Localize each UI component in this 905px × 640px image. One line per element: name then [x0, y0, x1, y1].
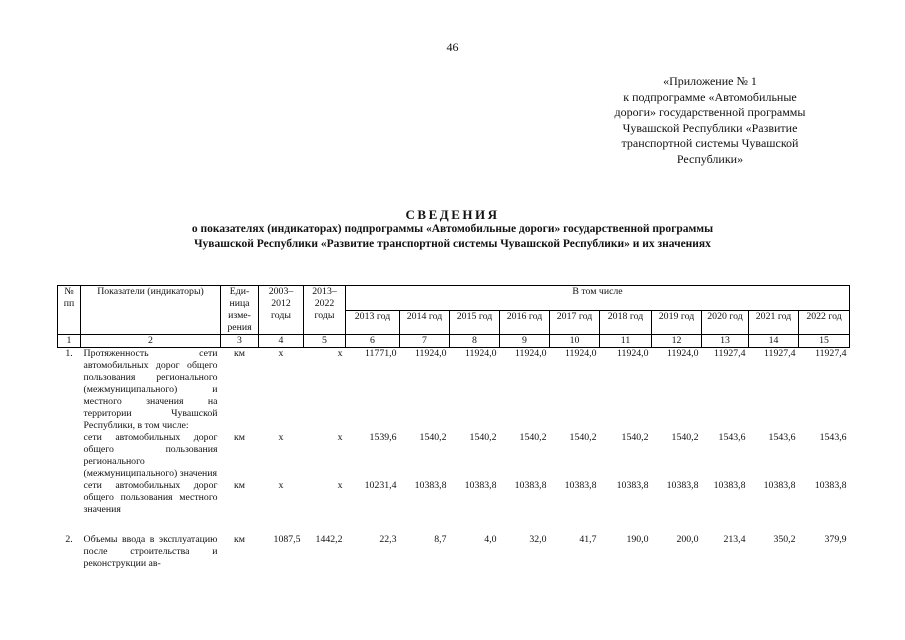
row-number: 1.: [65, 348, 73, 359]
document-subtitle-line2: Чувашской Республики «Развитие транспортной системы Чувашской Республики» и их значениях: [194, 238, 711, 250]
appendix-line: Чувашской Республики «Развитие: [622, 120, 798, 135]
header-year: 2016 год: [500, 310, 550, 335]
appendix-line: дороги» государственной программы: [614, 105, 806, 119]
value-cell: 8,7: [434, 534, 447, 545]
table-row: [58, 432, 850, 480]
column-number: 2: [81, 335, 221, 348]
value-cell: 1543,6: [819, 432, 847, 443]
header-year: 2015 год: [450, 310, 500, 335]
value-cell: 11924,0: [465, 348, 497, 359]
column-number: 9: [500, 335, 550, 348]
value-cell: 10383,8: [616, 480, 649, 491]
spacer-cell: [58, 516, 850, 534]
header-num: № пп: [58, 286, 81, 335]
unit-cell: км: [234, 534, 245, 545]
value-cell: 11924,0: [415, 348, 447, 359]
indicator-name: сети автомобильных дорог общего пользования регионального (межмуниципального) значения: [83, 432, 218, 479]
value-cell: 4,0: [484, 534, 497, 545]
document-title: СВЕДЕНИЯ: [405, 207, 500, 222]
value-cell: 10383,8: [713, 480, 746, 491]
value-cell: 1540,2: [569, 432, 597, 443]
value-cell: 11927,4: [815, 348, 847, 359]
document-subtitle-line1: о показателях (индикаторах) подпрограммы «Автомобильные дороги» государственной программы: [191, 223, 714, 235]
column-number: 10: [550, 335, 600, 348]
table-row: [58, 348, 850, 433]
appendix-line: транспортной системы Чувашской: [621, 136, 799, 150]
value-cell: 10383,8: [564, 480, 597, 491]
value-cell: 41,7: [579, 534, 597, 545]
value-cell: 1540,2: [519, 432, 547, 443]
period-2013-2022-cell: х: [337, 480, 343, 491]
value-cell: 379,9: [824, 534, 847, 545]
period-2003-2012-cell: х: [278, 480, 284, 491]
value-cell: 10383,8: [514, 480, 547, 491]
column-number: 4: [259, 335, 304, 348]
unit-cell: км: [234, 432, 245, 443]
value-cell: 22,3: [379, 534, 397, 545]
column-number: 11: [600, 335, 652, 348]
column-number: 3: [221, 335, 259, 348]
table-row: [58, 534, 850, 570]
value-cell: 1543,6: [768, 432, 796, 443]
column-number: 13: [702, 335, 749, 348]
column-number: 7: [400, 335, 450, 348]
header-unit: Еди-ница изме-рения: [221, 286, 259, 335]
row-number: [58, 480, 81, 516]
column-number: 8: [450, 335, 500, 348]
value-cell: 200,0: [676, 534, 699, 545]
value-cell: 1540,2: [671, 432, 699, 443]
column-number: 5: [304, 335, 346, 348]
period-2013-2022-cell: х: [337, 348, 343, 359]
unit-cell: км: [234, 348, 245, 359]
value-cell: 10383,8: [666, 480, 699, 491]
value-cell: 11924,0: [565, 348, 597, 359]
row-number: 2.: [65, 534, 73, 545]
value-cell: 1539,6: [369, 432, 397, 443]
spacer-row: [58, 516, 850, 534]
appendix-line: к подпрограмме «Автомобильные: [623, 89, 797, 104]
header-year: 2022 год: [799, 310, 850, 335]
value-cell: 11924,0: [515, 348, 547, 359]
column-number: 14: [749, 335, 799, 348]
indicator-name: Протяженность сети автомобильных дорог общего пользования регионального (межмуниципального) и местного значения на территории Чувашской Республики, в том числе:: [83, 348, 218, 431]
appendix-line: «Приложение № 1: [663, 74, 757, 88]
period-2013-2022-cell: 1442,2: [315, 534, 343, 545]
page-number: 46: [446, 40, 459, 54]
value-cell: 10231,4: [364, 480, 397, 491]
row-number: [58, 432, 81, 480]
appendix-line: Республики»: [676, 151, 744, 166]
column-number: 6: [346, 335, 400, 348]
value-cell: 10383,8: [763, 480, 796, 491]
value-cell: 11927,4: [764, 348, 796, 359]
period-2013-2022-cell: х: [337, 432, 343, 443]
value-cell: 10383,8: [814, 480, 847, 491]
period-2003-2012-cell: 1087,5: [273, 534, 301, 545]
value-cell: 32,0: [529, 534, 547, 545]
value-cell: 350,2: [773, 534, 796, 545]
header-year: 2014 год: [400, 310, 450, 335]
appendix-note: [595, 74, 825, 167]
indicator-name: Объемы ввода в эксплуатацию после строительства и реконструкции ав-: [83, 534, 218, 569]
period-2003-2012-cell: х: [278, 348, 284, 359]
value-cell: 1540,2: [419, 432, 447, 443]
table-row: [58, 480, 850, 516]
header-year: 2013 год: [346, 310, 400, 335]
value-cell: 190,0: [626, 534, 649, 545]
column-number: 1: [58, 335, 81, 348]
value-cell: 1540,2: [621, 432, 649, 443]
header-year: 2021 год: [749, 310, 799, 335]
value-cell: 1543,6: [718, 432, 746, 443]
value-cell: 11924,0: [667, 348, 699, 359]
value-cell: 1540,2: [469, 432, 497, 443]
header-year: 2018 год: [600, 310, 652, 335]
unit-cell: км: [234, 480, 245, 491]
period-2003-2012-cell: х: [278, 432, 284, 443]
header-indicator: Показатели (индикаторы): [81, 286, 221, 335]
header-period-2003-2012: 2003–2012 годы: [259, 286, 304, 335]
indicator-name: сети автомобильных дорог общего пользования местного значения: [83, 480, 218, 515]
document-heading: [0, 207, 905, 252]
value-cell: 11924,0: [617, 348, 649, 359]
value-cell: 11771,0: [365, 348, 397, 359]
header-year: 2019 год: [652, 310, 702, 335]
header-year: 2020 год: [702, 310, 749, 335]
value-cell: 10383,8: [414, 480, 447, 491]
header-period-2013-2022: 2013–2022 годы: [304, 286, 346, 335]
value-cell: 213,4: [723, 534, 746, 545]
indicators-table: [57, 285, 850, 570]
value-cell: 11927,4: [714, 348, 746, 359]
value-cell: 10383,8: [464, 480, 497, 491]
header-group: В том числе: [346, 286, 850, 311]
header-year: 2017 год: [550, 310, 600, 335]
column-number: 15: [799, 335, 850, 348]
column-number: 12: [652, 335, 702, 348]
